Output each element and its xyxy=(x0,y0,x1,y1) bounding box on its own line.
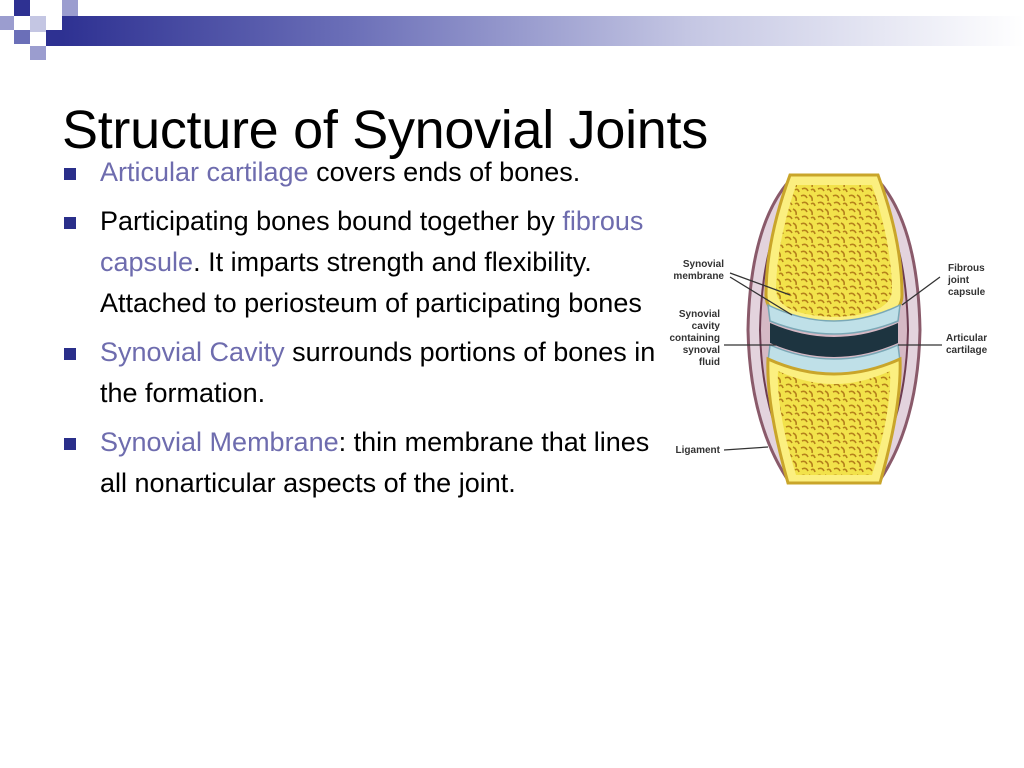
bullet-lead: Participating bones bound together by xyxy=(100,206,563,236)
bullet-item xyxy=(62,201,662,324)
bullet-item xyxy=(62,332,662,414)
label-fibrous-capsule: capsule xyxy=(948,287,986,298)
bullet-highlight: fibrous capsule xyxy=(100,206,644,277)
label-fibrous-capsule: Fibrous xyxy=(948,263,985,274)
label-synovial-cavity: Synovial xyxy=(678,309,720,320)
lower-bone-spongy xyxy=(778,371,890,475)
decor-square xyxy=(14,0,30,16)
bullet-highlight: Synovial Cavity xyxy=(100,337,285,367)
bullet-square-icon xyxy=(64,348,76,360)
bullet-text: : thin membrane that lines all nonarticular aspects of the joint. xyxy=(100,427,650,498)
decor-square xyxy=(46,30,62,46)
decor-square xyxy=(0,16,14,30)
bullet-highlight: Articular cartilage xyxy=(100,157,309,187)
bullet-square-icon xyxy=(64,168,76,180)
bullet-list xyxy=(62,152,662,512)
label-synovial-cavity: fluid xyxy=(698,357,720,368)
label-synovial-cavity: synoval xyxy=(682,345,720,356)
bullet-text: surrounds portions of bones in the formation. xyxy=(100,337,656,408)
slide-title: Structure of Synovial Joints xyxy=(62,100,708,160)
label-synovial-membrane: Synovial xyxy=(682,259,724,270)
label-fibrous-capsule: joint xyxy=(948,275,970,286)
label-synovial-cavity: containing xyxy=(669,333,720,344)
decor-square xyxy=(62,0,78,16)
bullet-highlight: Synovial Membrane xyxy=(100,427,339,457)
bullet-square-icon xyxy=(64,217,76,229)
decor-square xyxy=(30,16,46,32)
header-gradient-bar xyxy=(62,16,1024,46)
synovial-joint-diagram xyxy=(640,165,1024,495)
bullet-square-icon xyxy=(64,438,76,450)
upper-bone-spongy xyxy=(776,185,892,317)
bullet-text: . It imparts strength and flexibility. Attached to periosteum of participating bones xyxy=(100,247,642,318)
bullet-item xyxy=(62,422,662,504)
label-ligament: Ligament xyxy=(675,445,720,456)
bullet-item xyxy=(62,152,662,193)
label-articular-cartilage: Articular xyxy=(946,333,988,344)
decor-square xyxy=(14,30,30,44)
label-synovial-membrane: membrane xyxy=(673,271,724,282)
decor-square xyxy=(30,46,46,60)
label-synovial-cavity: cavity xyxy=(691,321,720,332)
bullet-text: covers ends of bones. xyxy=(308,157,581,187)
label-articular-cartilage: cartilage xyxy=(946,345,988,356)
